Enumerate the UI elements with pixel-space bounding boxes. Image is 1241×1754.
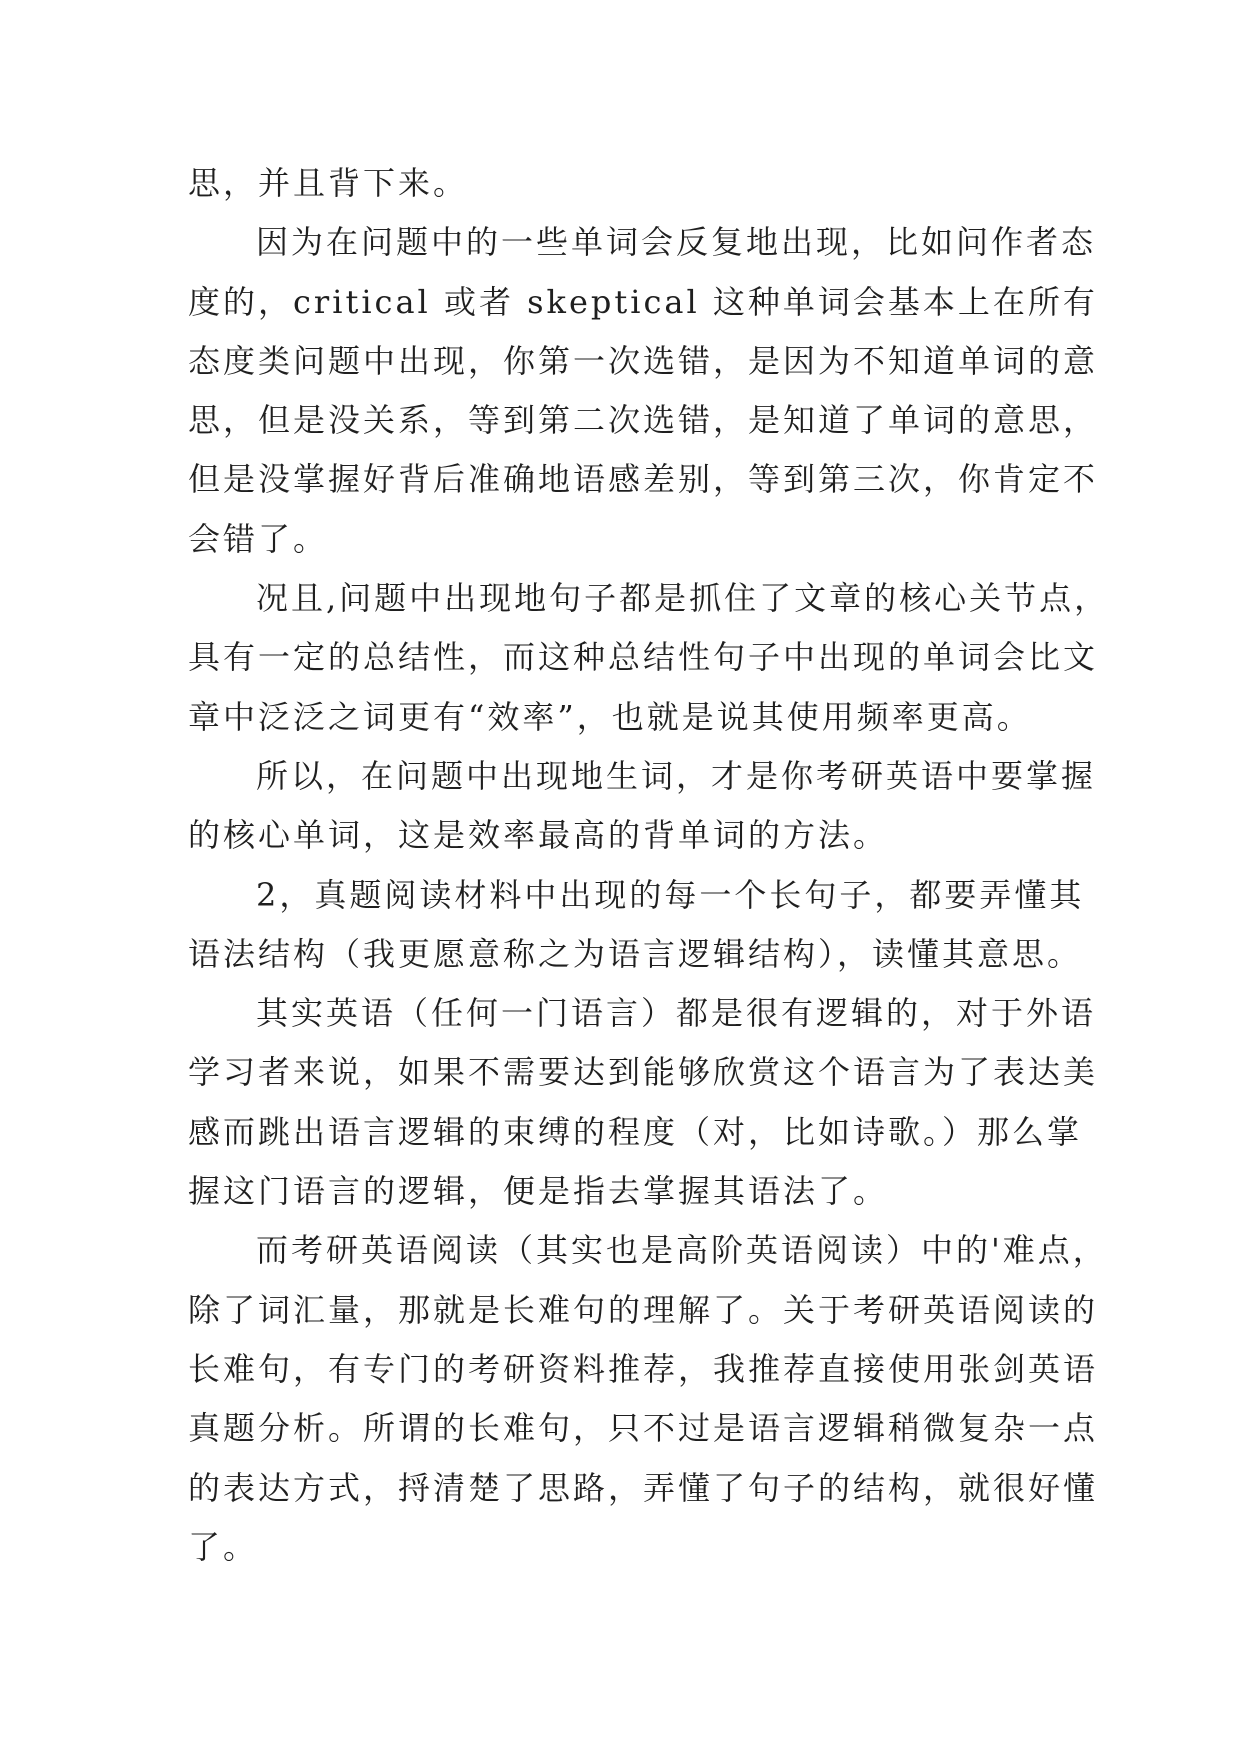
text-line: 态度类问题中出现，你第一次选错，是因为不知道单词的意 [188, 341, 1099, 380]
text-line: 会错了。 [188, 519, 329, 558]
text-line: 的核心单词，这是效率最高的背单词的方法。 [188, 816, 889, 855]
text-line: 2，真题阅读材料中出现的每一个长句子，都要弄懂其 [256, 875, 1085, 914]
body-text [188, 154, 1110, 1577]
text-line: 除了词汇量，那就是长难句的理解了。关于考研英语阅读的 [188, 1290, 1099, 1329]
text-line: 况且,问题中出现地句子都是抓住了文章的核心关节点， [256, 579, 1110, 618]
text-line: 但是没掌握好背后准确地语感差别，等到第三次，你肯定不 [188, 460, 1099, 499]
text-line: 握这门语言的逻辑，便是指去掌握其语法了。 [188, 1172, 889, 1211]
text-line: 学习者来说，如果不需要达到能够欣赏这个语言为了表达美 [188, 1053, 1099, 1092]
text-line: 章中泛泛之词更有“效率”，也就是说其使用频率更高。 [188, 697, 1032, 736]
text-line: 的表达方式，捋清楚了思路，弄懂了句子的结构，就很好懂 [188, 1468, 1099, 1507]
text-line: 了。 [188, 1527, 259, 1566]
text-line: 长难句，有专门的考研资料推荐，我推荐直接使用张剑英语 [188, 1349, 1099, 1388]
text-line: 其实英语（任何一门语言）都是很有逻辑的，对于外语 [256, 994, 1097, 1033]
text-line: 语法结构（我更愿意称之为语言逻辑结构），读懂其意思。 [188, 934, 1083, 973]
text-line: 思，并且背下来。 [188, 164, 469, 202]
text-line: 真题分析。所谓的长难句，只不过是语言逻辑稍微复杂一点 [188, 1409, 1099, 1448]
text-line: 感而跳出语言逻辑的束缚的程度（对，比如诗歌。）那么掌 [188, 1112, 1083, 1151]
text-line: 而考研英语阅读（其实也是高阶英语阅读）中的'难点， [256, 1231, 1108, 1270]
text-line: 因为在问题中的一些单词会反复地出现，比如问作者态 [256, 223, 1097, 262]
text-line: 所以，在问题中出现地生词，才是你考研英语中要掌握 [256, 756, 1097, 795]
text-line: 度的，critical 或者 skeptical 这种单词会基本上在所有 [188, 282, 1098, 321]
text-line: 具有一定的总结性，而这种总结性句子中出现的单词会比文 [188, 638, 1099, 677]
text-line: 思，但是没关系，等到第二次选错，是知道了单词的意思， [188, 401, 1099, 440]
